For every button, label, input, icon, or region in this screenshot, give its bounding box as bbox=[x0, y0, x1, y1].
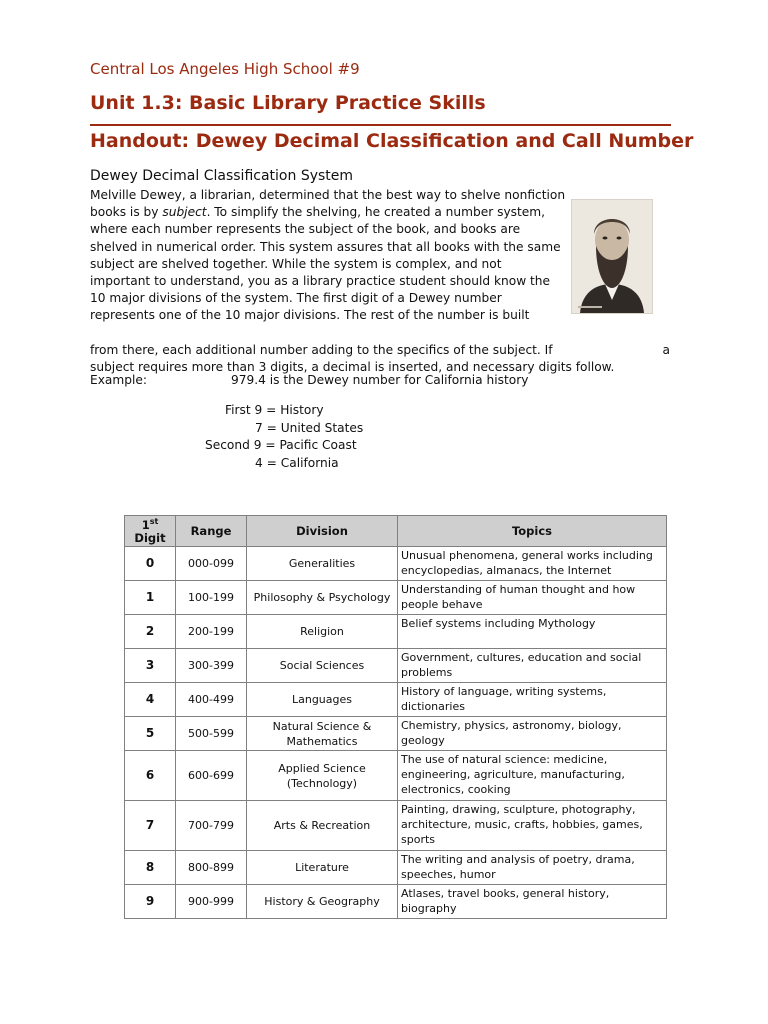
header-sup: st bbox=[149, 516, 159, 526]
table-row bbox=[125, 751, 667, 801]
cell-digit: 7 bbox=[125, 801, 176, 851]
paragraph-line: subject are shelved together. While the system is complex, and not bbox=[90, 256, 502, 271]
cell-topics: Belief systems including Mythology bbox=[398, 615, 667, 649]
school-name: Central Los Angeles High School #9 bbox=[90, 60, 360, 78]
melvil-dewey-portrait bbox=[571, 199, 653, 314]
paragraph-text: from there, each additional number adding to the specifics of the subject. If bbox=[90, 343, 553, 357]
unit-title: Unit 1.3: Basic Library Practice Skills bbox=[90, 92, 486, 114]
table-row bbox=[125, 683, 667, 717]
cell-topics: Painting, drawing, sculpture, photography, architecture, music, crafts, hobbies, games, sports bbox=[398, 801, 667, 851]
cell-range: 200-199 bbox=[176, 615, 247, 649]
intro-paragraph bbox=[90, 187, 566, 325]
table-header-row bbox=[125, 516, 667, 547]
cell-digit: 3 bbox=[125, 649, 176, 683]
cell-digit: 2 bbox=[125, 615, 176, 649]
intro-paragraph-end bbox=[90, 342, 670, 376]
table-row bbox=[125, 615, 667, 649]
table-row bbox=[125, 717, 667, 751]
cell-range: 900-999 bbox=[176, 885, 247, 919]
paragraph-text: a bbox=[662, 343, 670, 357]
cell-range: 400-499 bbox=[176, 683, 247, 717]
paragraph-text: . To simplify the shelving, he created a number system, bbox=[206, 205, 546, 220]
cell-topics: Atlases, travel books, general history, biography bbox=[398, 885, 667, 919]
cell-topics: History of language, writing systems, dictionaries bbox=[398, 683, 667, 717]
cell-digit: 9 bbox=[125, 885, 176, 919]
header-range: Range bbox=[176, 516, 247, 547]
header-division: Division bbox=[247, 516, 398, 547]
table-row bbox=[125, 801, 667, 851]
breakdown-line: 7 = United States bbox=[255, 420, 364, 435]
handout-title: Handout: Dewey Decimal Classification and Call Number bbox=[90, 130, 694, 152]
portrait-photo-icon bbox=[572, 200, 652, 313]
cell-division: Languages bbox=[247, 683, 398, 717]
table-row bbox=[125, 885, 667, 919]
cell-topics: Unusual phenomena, general works including encyclopedias, almanacs, the Internet bbox=[398, 547, 667, 581]
dewey-classification-table bbox=[124, 515, 667, 919]
cell-digit: 1 bbox=[125, 581, 176, 615]
cell-division: Applied Science (Technology) bbox=[247, 751, 398, 801]
paragraph-line bbox=[90, 204, 560, 221]
cell-division: Natural Science & Mathematics bbox=[247, 717, 398, 751]
cell-digit: 8 bbox=[125, 851, 176, 885]
cell-division: Generalities bbox=[247, 547, 398, 581]
section-title: Dewey Decimal Classification System bbox=[90, 168, 354, 184]
table-row bbox=[125, 581, 667, 615]
cell-division: Philosophy & Psychology bbox=[247, 581, 398, 615]
cell-range: 800-899 bbox=[176, 851, 247, 885]
table-row bbox=[125, 547, 667, 581]
paragraph-line: important to understand, you as a library practice student should know the bbox=[90, 274, 551, 289]
paragraph-line: shelved in numerical order. This system assures that all books with the same bbox=[90, 239, 561, 254]
example-label: Example: bbox=[90, 373, 147, 387]
paragraph-text: books is by bbox=[90, 205, 163, 220]
header-text: Digit bbox=[134, 531, 166, 546]
cell-topics: Understanding of human thought and how people behave bbox=[398, 581, 667, 615]
cell-digit: 5 bbox=[125, 717, 176, 751]
header-first-digit bbox=[125, 516, 176, 547]
breakdown-line: 4 = California bbox=[255, 455, 339, 470]
example-breakdown bbox=[200, 402, 400, 472]
cell-topics: The writing and analysis of poetry, drama, speeches, humor bbox=[398, 851, 667, 885]
cell-digit: 6 bbox=[125, 751, 176, 801]
header-topics: Topics bbox=[398, 516, 667, 547]
cell-digit: 4 bbox=[125, 683, 176, 717]
cell-range: 100-199 bbox=[176, 581, 247, 615]
cell-range: 600-699 bbox=[176, 751, 247, 801]
cell-division: History & Geography bbox=[247, 885, 398, 919]
cell-topics: Government, cultures, education and social problems bbox=[398, 649, 667, 683]
cell-division: Arts & Recreation bbox=[247, 801, 398, 851]
cell-topics: Chemistry, physics, astronomy, biology, geology bbox=[398, 717, 667, 751]
cell-digit: 0 bbox=[125, 547, 176, 581]
table-row bbox=[125, 851, 667, 885]
paragraph-line: subject requires more than 3 digits, a decimal is inserted, and necessary digits follow. bbox=[90, 360, 615, 375]
paragraph-line: 10 major divisions of the system. The first digit of a Dewey number bbox=[90, 291, 502, 306]
emphasis-subject: subject bbox=[162, 205, 207, 220]
cell-range: 300-399 bbox=[176, 649, 247, 683]
cell-division: Social Sciences bbox=[247, 649, 398, 683]
paragraph-line: where each number represents the subject of the book, and books are bbox=[90, 222, 521, 237]
cell-range: 000-099 bbox=[176, 547, 247, 581]
table-row bbox=[125, 649, 667, 683]
paragraph-line bbox=[90, 342, 670, 359]
paragraph-line: represents one of the 10 major divisions. The rest of the number is built bbox=[90, 308, 530, 323]
header-text: 1 bbox=[141, 517, 150, 532]
cell-division: Religion bbox=[247, 615, 398, 649]
cell-division: Literature bbox=[247, 851, 398, 885]
cell-range: 700-799 bbox=[176, 801, 247, 851]
breakdown-line: Second 9 = Pacific Coast bbox=[205, 438, 357, 452]
example-text: 979.4 is the Dewey number for California history bbox=[231, 373, 529, 387]
cell-range: 500-599 bbox=[176, 717, 247, 751]
title-divider bbox=[90, 124, 671, 126]
cell-topics: The use of natural science: medicine, engineering, agriculture, manufacturing, electronics, cooking bbox=[398, 751, 667, 801]
paragraph-line: Melville Dewey, a librarian, determined that the best way to shelve nonfiction bbox=[90, 188, 566, 202]
breakdown-line: First 9 = History bbox=[225, 403, 324, 417]
